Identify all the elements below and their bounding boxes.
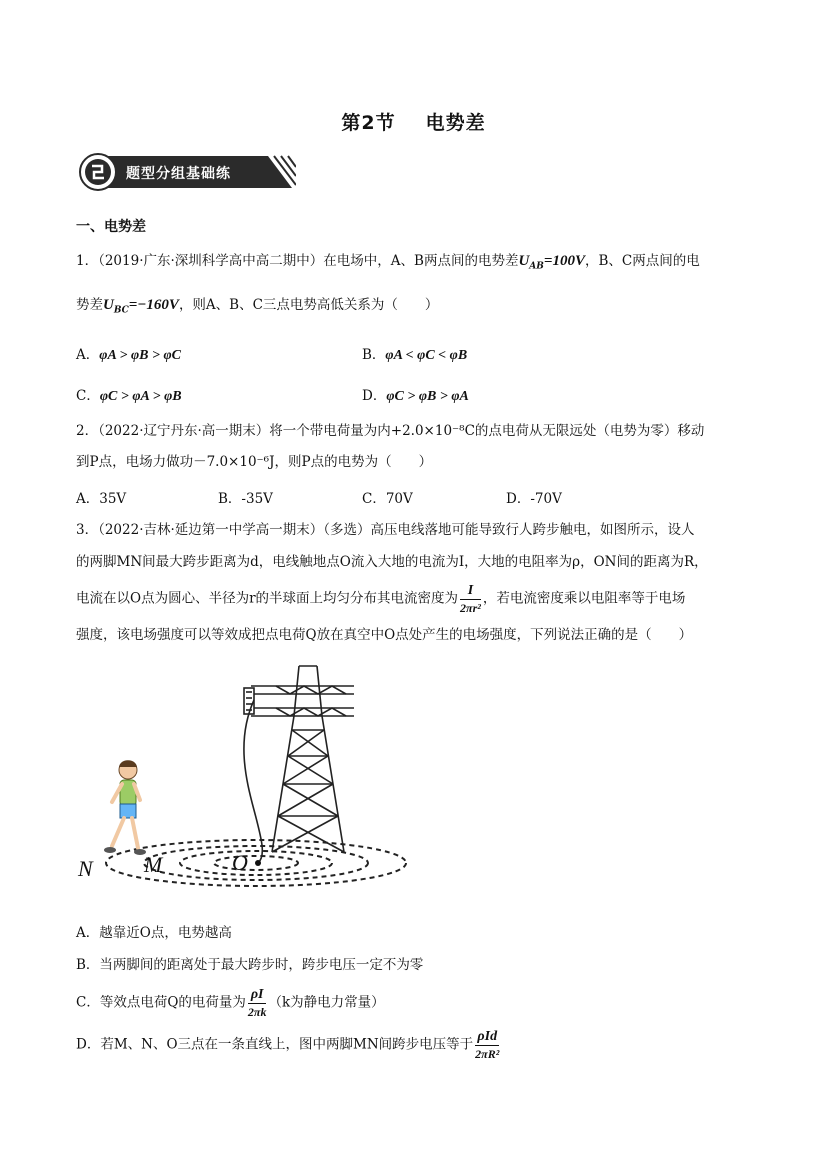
current-density-fraction <box>460 584 481 614</box>
fraction-numerator: ρI <box>248 988 267 1004</box>
voltage-fraction <box>475 1030 499 1060</box>
banner-text: 题型分组基础练 <box>126 166 231 182</box>
step-voltage-figure <box>76 660 416 890</box>
option-text: φA < φC < φB <box>385 348 468 363</box>
option-label: A． <box>76 347 100 363</box>
q3-text-b: ，若电流密度乘以电阻率等于电场 <box>482 590 686 607</box>
part-heading: 一、电势差 <box>76 219 146 235</box>
q2-option-a[interactable]: A．35V <box>76 491 127 507</box>
q3-line4: 强度，该电场强度可以等效成把点电荷Q放在真空中O点处产生的电场强度，下列说法正确的是（ ） <box>76 627 693 643</box>
q1-option-c[interactable] <box>76 384 182 405</box>
page-title <box>0 108 827 135</box>
q1-option-b[interactable] <box>362 343 467 364</box>
q1-line2 <box>76 296 438 320</box>
option-text-tail: （k为静电力常量） <box>268 994 385 1011</box>
u-ab-symbol: U <box>518 253 530 269</box>
section-title: 电势差 <box>425 112 486 134</box>
q3-option-a[interactable]: A．越靠近O点，电势越高 <box>76 925 232 941</box>
label-n: N <box>78 856 93 881</box>
q1-text-a: 1．（2019·广东·深圳科学高中高二期中）在电场中，A、B两点间的电势差 <box>76 253 519 269</box>
q1-option-a[interactable] <box>76 343 181 364</box>
q3-text-a: 电流在以O点为圆心、半径为r的半球面上均匀分布其电流密度为 <box>76 590 459 607</box>
q2-option-c[interactable]: C．70V <box>362 491 413 507</box>
fraction-numerator: ρId <box>475 1030 499 1046</box>
q1-text-d: ，则A、B、C三点电势高低关系为（ ） <box>178 297 439 313</box>
q3-line2: 的两脚MN间最大跨步距离为d，电线触地点O流入大地的电流为I，大地的电阻率为ρ，ON间的距离为R， <box>76 554 708 570</box>
walking-person <box>104 760 146 855</box>
q1-option-d[interactable] <box>362 384 469 405</box>
q1-text-c: 势差 <box>76 297 103 313</box>
fraction-denominator: 2πR² <box>475 1047 500 1061</box>
option-text: φC > φB > φA <box>386 389 469 404</box>
q1-text-b: ，B、C两点间的电 <box>584 253 700 269</box>
q3-option-b[interactable]: B．当两脚间的距离处于最大跨步时，跨步电压一定不为零 <box>76 957 424 973</box>
u-bc-symbol: U <box>103 297 114 313</box>
label-o: O <box>232 850 248 875</box>
q3-option-c[interactable] <box>76 988 385 1018</box>
power-tower <box>244 666 354 863</box>
q1-line1 <box>76 252 700 276</box>
q2-line1: 2．（2022·辽宁丹东·高一期末）将一个带电荷量为内+2.0×10⁻⁸C的点电荷从无限远处（电势为零）移动 <box>76 423 705 439</box>
option-label: D． <box>362 388 387 404</box>
section-banner <box>78 152 296 192</box>
fraction-denominator: 2πr² <box>460 601 481 615</box>
u-bc-subscript: BC <box>113 305 129 316</box>
option-text: D．若M、N、O三点在一条直线上，图中两脚MN间跨步电压等于 <box>76 1036 474 1053</box>
section-number: 第2节 <box>341 112 396 134</box>
q2-line2: 到P点，电场力做功－7.0×10⁻⁶J，则P点的电势为（ ） <box>76 454 433 470</box>
q3-line1: 3．（2022·吉林·延边第一中学高一期末）（多选）高压电线落地可能导致行人跨步触电，如图所示，设人 <box>76 522 695 538</box>
q3-line3 <box>76 584 685 614</box>
u-bc-value: =−160V <box>128 297 179 313</box>
option-text: φA > φB > φC <box>99 348 182 363</box>
label-m: M <box>144 852 163 877</box>
u-ab-value: =100V <box>543 253 585 269</box>
q2-option-d[interactable]: D．-70V <box>506 491 562 507</box>
fraction-numerator: I <box>460 584 481 600</box>
option-label: C． <box>76 388 100 404</box>
ground-contact-point <box>255 860 261 866</box>
q2-option-b[interactable]: B．-35V <box>218 491 273 507</box>
option-label: B． <box>362 347 386 363</box>
u-ab-subscript: AB <box>529 261 544 272</box>
option-text: φC > φA > φB <box>99 389 182 404</box>
q3-option-d[interactable] <box>76 1030 501 1060</box>
fraction-denominator: 2πk <box>247 1005 267 1019</box>
charge-fraction <box>248 988 267 1018</box>
option-text: C．等效点电荷Q的电荷量为 <box>76 994 246 1011</box>
